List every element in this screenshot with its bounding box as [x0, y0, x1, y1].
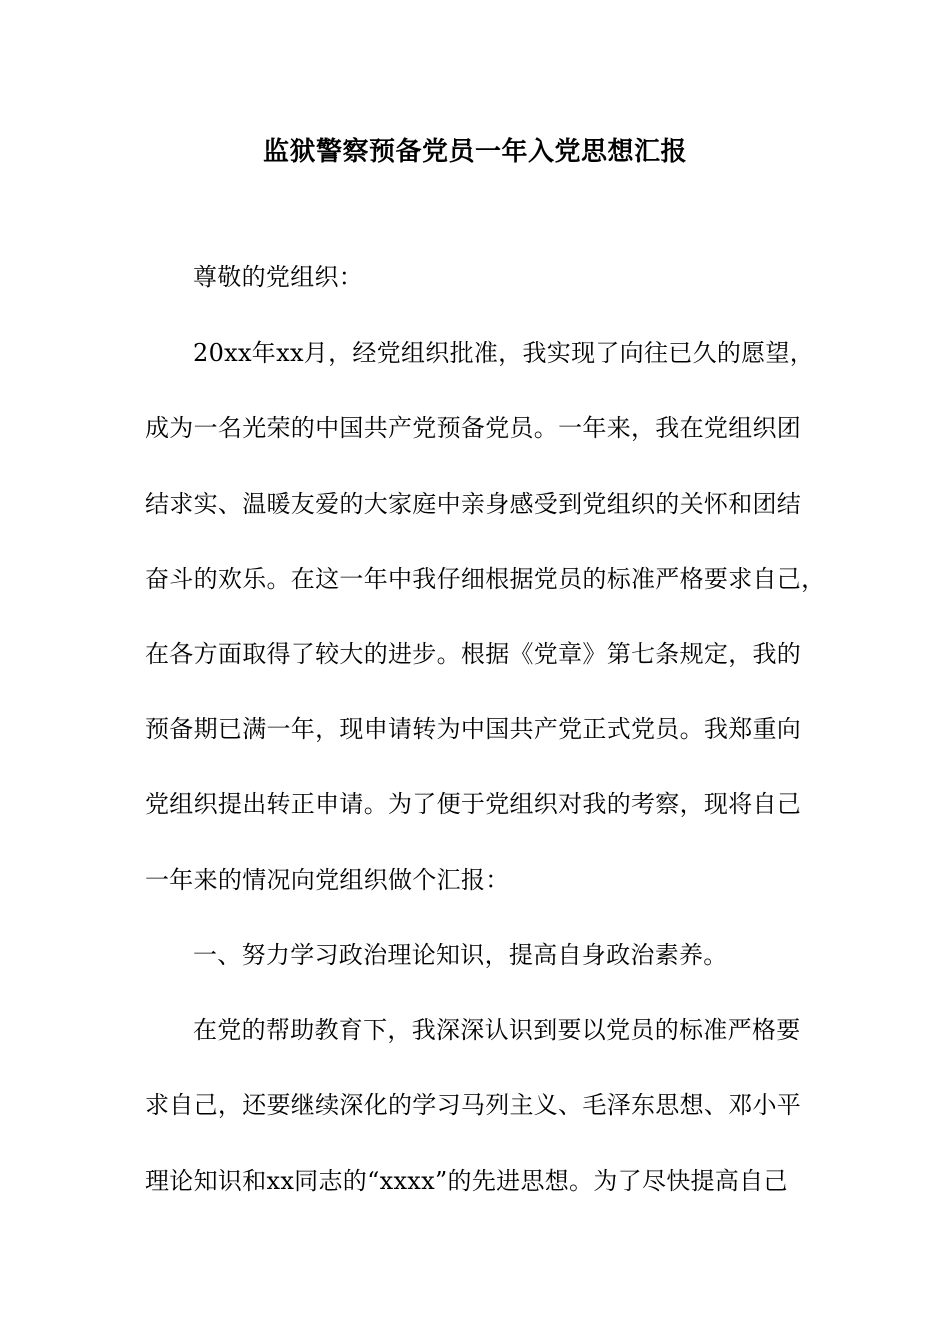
document-title: 监狱警察预备党员一年入党思想汇报: [262, 137, 687, 167]
body-line: 结求实、温暖友爱的大家庭中亲身感受到党组织的关怀和团结: [145, 490, 802, 518]
body-line: 求自己，还要继续深化的学习马列主义、毛泽东思想、邓小平: [145, 1091, 802, 1119]
body-line: 理论知识和xx同志的“xxxx”的先进思想。为了尽快提高自己: [145, 1167, 788, 1195]
body-line: 在各方面取得了较大的进步。根据《党章》第七条规定，我的: [145, 640, 802, 668]
body-line: 党组织提出转正申请。为了便于党组织对我的考察，现将自己: [145, 790, 802, 818]
body-line: 奋斗的欢乐。在这一年中我仔细根据党员的标准严格要求自己，: [145, 565, 826, 593]
salutation: 尊敬的党组织：: [193, 263, 364, 291]
body-line: 预备期已满一年，现申请转为中国共产党正式党员。我郑重向: [145, 715, 802, 743]
body-line: 在党的帮助教育下，我深深认识到要以党员的标准严格要: [193, 1016, 801, 1044]
body-line: 一年来的情况向党组织做个汇报：: [145, 866, 510, 894]
body-line: 20xx年xx月，经党组织批准，我实现了向往已久的愿望，: [193, 339, 815, 367]
section-heading: 一、努力学习政治理论知识，提高自身政治素养。: [193, 941, 728, 969]
body-line: 成为一名光荣的中国共产党预备党员。一年来，我在党组织团: [145, 414, 802, 442]
